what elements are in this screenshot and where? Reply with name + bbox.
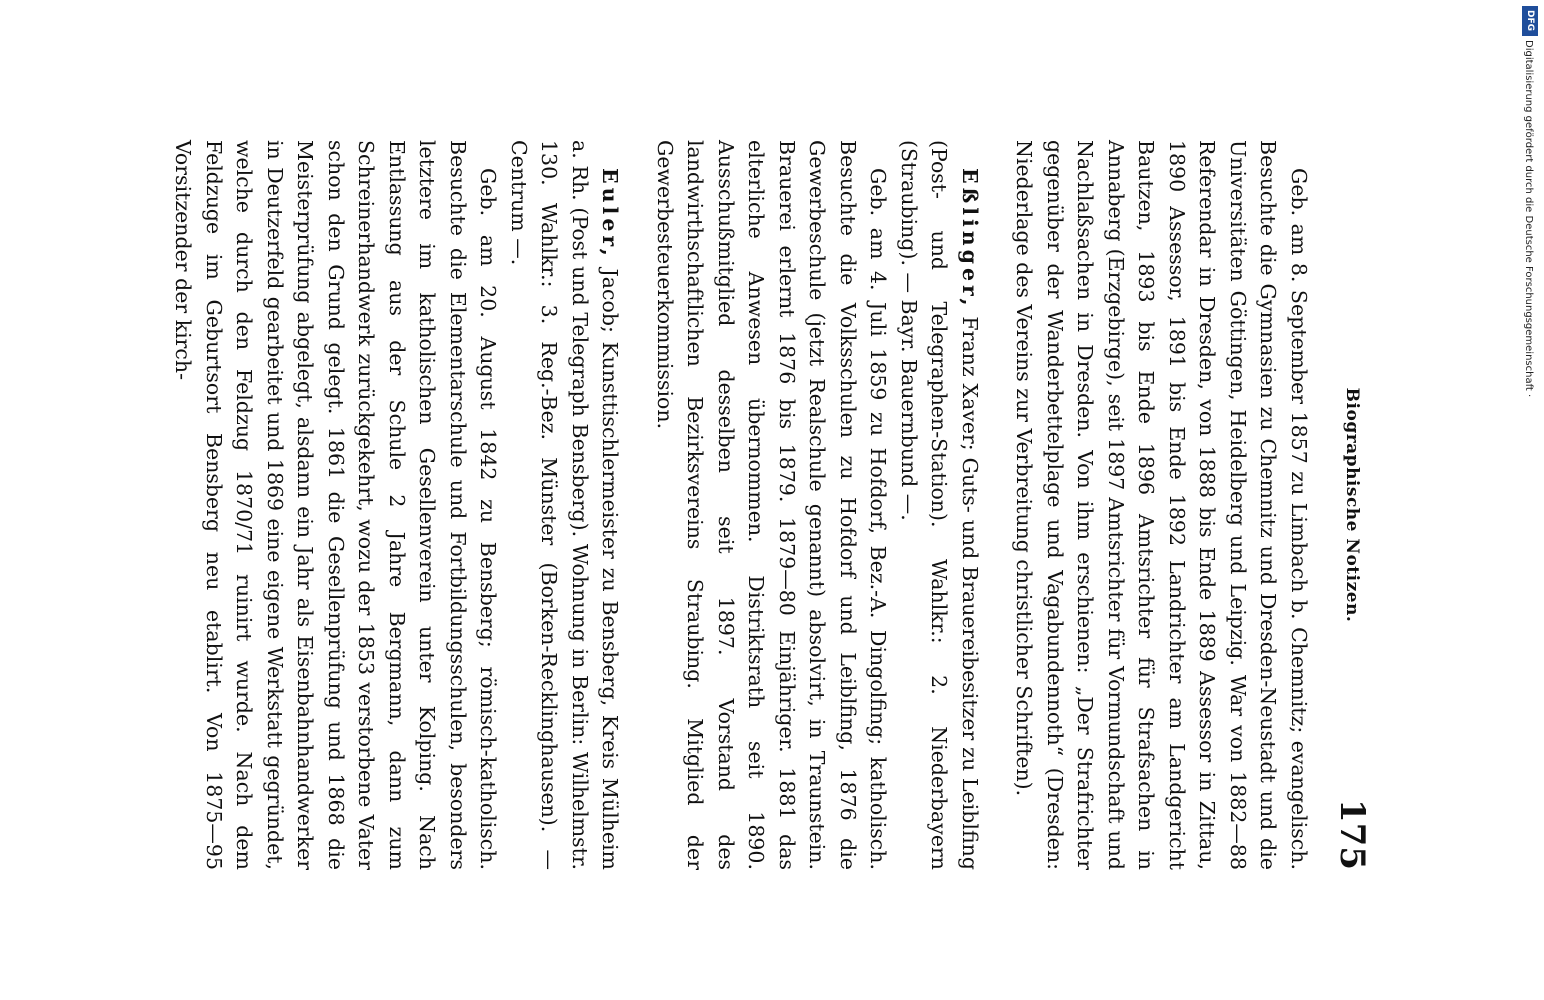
- entry-paragraph: [894, 140, 986, 870]
- dfg-attribution-text: Digitalisierung gefördert durch die Deutsche Forschungsgemeinschaft ·: [1523, 40, 1534, 398]
- entry-intro: Jacob; Kunsttischlermeister zu Bensberg, Kreis Mülheim a. Rh. (Post und Telegraph Bensberg). Wohnung in Berlin: Wilhelmstr. 130. Wahlkr.: 3. Reg.-Bez. Münster (Borken-Recklinghausen). — Centrum —.: [507, 140, 623, 870]
- entry-name: Euler,: [598, 168, 623, 260]
- page-header-title: Biographische Notizen.: [1342, 387, 1362, 623]
- dfg-logo: DFG: [1522, 6, 1538, 36]
- rotated-page: [140, 140, 1370, 870]
- running-head: [1330, 140, 1370, 870]
- document-page: [140, 140, 1370, 870]
- entry-paragraph: Geb. am 20. August 1842 zu Bensberg; römisch-katholisch. Besuchte die Elementarschule und Fortbildungsschulen, besonders letztere im katholischen Gesellenverein unter Kolping. Nach Entlassung aus der Schule 2 Jahre Bergmann, dann zum Schreinerhandwerk zurückgekehrt, wozu der 1853 verstorbene Vater schon den Grund gelegt. 1861 die Gesellenprüfung und 1868 die Meisterprüfung abgelegt, alsdann ein Jahr als Eisenbahnhandwerker in Deutzerfeld gearbeitet und 1869 eine eigene Werkstatt gegründet, welche durch den Feldzug 1870/71 ruinirt wurde. Nach dem Feldzuge im Geburtsort Bensberg neu etablirt. Von 1875—95 Vorsitzender der kirch-: [171, 140, 501, 870]
- biography-entry-esslinger: [650, 140, 986, 870]
- entry-intro: Franz Xaver; Guts- und Brauereibesitzer zu Leiblfing (Post- und Telegraphen-Station). Wahlkr.: 2. Niederbayern (Straubing). — Bayr. Bauernbund —.: [897, 140, 982, 870]
- biography-entry-1: [1009, 140, 1314, 870]
- entry-paragraph: Geb. am 8. September 1857 zu Limbach b. Chemnitz; evangelisch. Besuchte die Gymnasien zu Chemnitz und Dresden-Neustadt und die Universitäten Göttingen, Heidelberg und Leipzig. War von 1882—88 Referendar in Dresden, von 1888 bis Ende 1889 Assessor in Zittau, 1890 Assessor, 1891 bis Ende 1892 Landrichter am Landgericht Bautzen, 1893 bis Ende 1896 Amtsrichter für Strafsachen in Annaberg (Erzgebirge), seit 1897 Amtsrichter für Vormundschaft und Nachlaßsachen in Dresden. Von ihm erschienen: „Der Strafrichter gegenüber der Wanderbettelplage und Vagabundennoth“ (Dresden: Niederlage des Vereins zur Verbreitung christlicher Schriften).: [1012, 140, 1311, 870]
- entry-paragraph: Geb. am 4. Juli 1859 zu Hofdorf, Bez.-A. Dingolfing; katholisch. Besuchte die Volksschulen zu Hofdorf und Leiblfing, 1876 die Gewerbeschule (jetzt Realschule genannt) absolvirt, in Traunstein. Brauerei erlernt 1876 bis 1879. 1879—80 Einjähriger. 1881 das elterliche Anwesen übernommen. Distriktsrath seit 1890. Ausschußmitglied desselben seit 1897. Vorstand des landwirthschaftlichen Bezirksvereins Straubing. Mitglied der Gewerbesteuerkommission.: [653, 140, 891, 870]
- body-text: [168, 140, 1314, 870]
- page-number: 175: [1332, 799, 1372, 870]
- entry-paragraph: [504, 140, 626, 870]
- biography-entry-euler: [168, 140, 626, 870]
- dfg-attribution: [1520, 6, 1540, 396]
- entry-name: Eßlinger,: [958, 168, 982, 310]
